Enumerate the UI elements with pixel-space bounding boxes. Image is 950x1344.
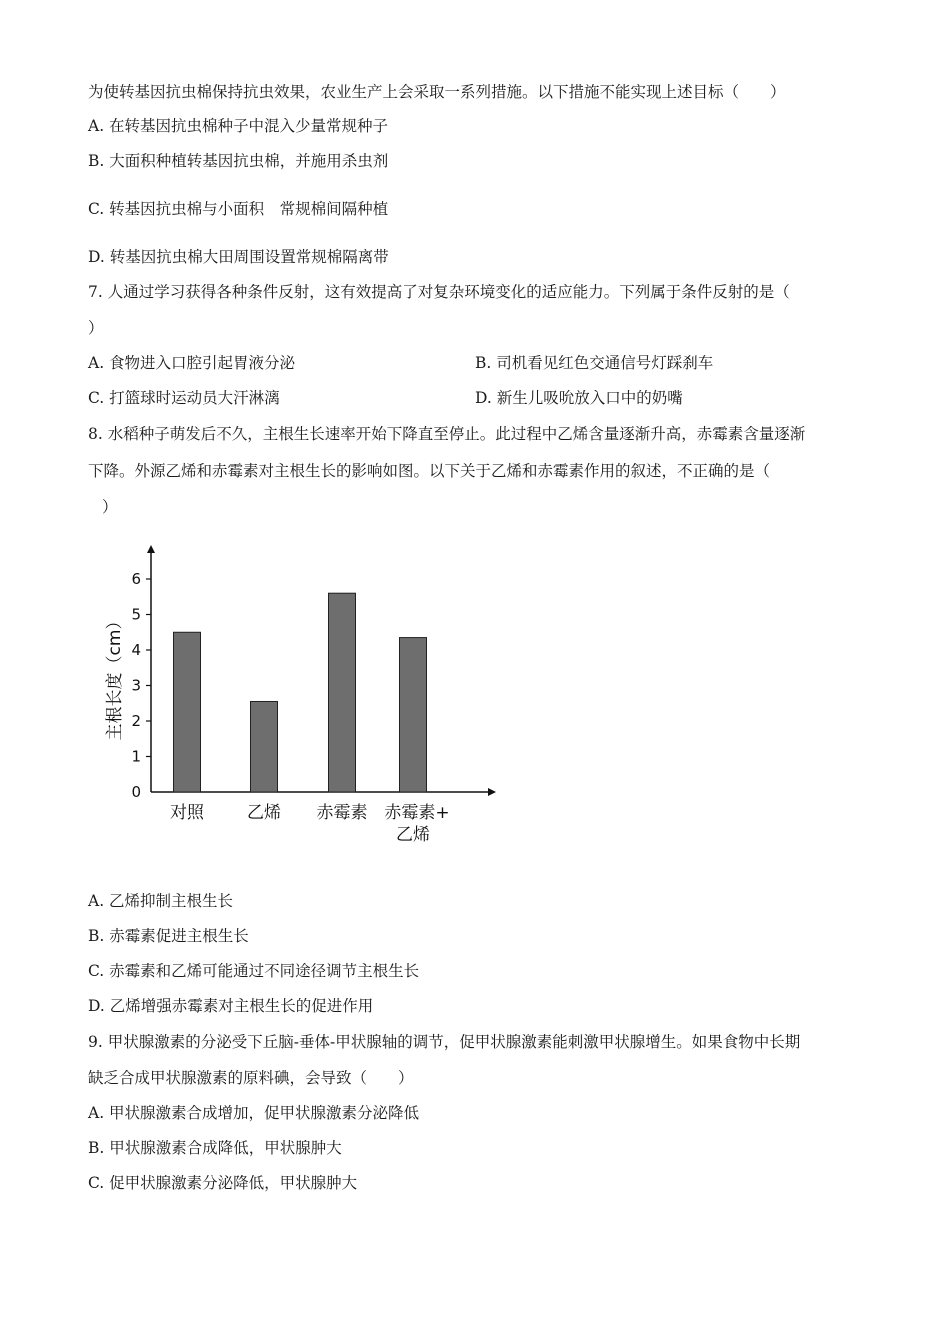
q7-stem-line2: ） [88,319,104,337]
q9-stem-line2: 缺乏合成甲状腺激素的原料碘，会导致（ ） [88,1069,414,1087]
q9-option-c[interactable]: C. 促甲状腺激素分泌降低，甲状腺肿大 [88,1174,358,1192]
q7-option-d[interactable]: D. 新生儿吸吮放入口中的奶嘴 [475,389,683,407]
q6-option-a[interactable]: A. 在转基因抗虫棉种子中混入少量常规种子 [88,117,389,135]
q7-stem-line1: 7. 人通过学习获得各种条件反射，这有效提高了对复杂环境变化的适应能力。下列属于条件反射的是（ [88,283,790,301]
q8-stem-line1: 8. 水稻种子萌发后不久，主根生长速率开始下降直至停止。此过程中乙烯含量逐渐升高，赤霉素含量逐渐 [88,425,806,443]
q9-stem-line1: 9. 甲状腺激素的分泌受下丘脑-垂体-甲状腺轴的调节，促甲状腺激素能刺激甲状腺增生。如果食物中长期 [88,1033,801,1051]
y-axis-label: 主根长度（cm） [105,612,125,741]
x-category-label: 赤霉素+ [384,803,450,823]
q9-option-b[interactable]: B. 甲状腺激素合成降低，甲状腺肿大 [88,1139,342,1157]
y-tick-label: 5 [131,605,141,624]
y-tick-label: 1 [131,747,141,766]
y-tick-label: 4 [131,641,141,659]
q7-option-a[interactable]: A. 食物进入口腔引起胃液分泌 [88,354,296,372]
q8-stem-line2: 下降。外源乙烯和赤霉素对主根生长的影响如图。以下关于乙烯和赤霉素作用的叙述，不正确的是（ [88,462,771,480]
x-category-label: 赤霉素 [316,803,368,823]
q8-option-b[interactable]: B. 赤霉素促进主根生长 [88,927,249,945]
q6-option-b[interactable]: B. 大面积种植转基因抗虫棉，并施用杀虫剂 [88,152,389,170]
q8-stem-line3: ） [102,498,118,516]
x-category-label: 对照 [170,803,204,823]
x-category-label: 乙烯 [396,825,430,845]
y-axis-arrow [147,545,155,553]
bar [329,593,356,792]
bar [400,638,427,792]
q8-option-d[interactable]: D. 乙烯增强赤霉素对主根生长的促进作用 [88,997,374,1015]
y-tick-label: 3 [131,676,141,695]
q9-option-a[interactable]: A. 甲状腺激素合成增加，促甲状腺激素分泌降低 [88,1104,420,1122]
q6-option-d[interactable]: D. 转基因抗虫棉大田周围设置常规棉隔离带 [88,248,389,266]
root-length-bar-chart [96,535,516,855]
q7-option-c[interactable]: C. 打篮球时运动员大汗淋漓 [88,389,280,407]
q8-option-a[interactable]: A. 乙烯抑制主根生长 [88,892,234,910]
x-category-label: 乙烯 [247,803,281,823]
y-tick-label: 0 [131,783,141,801]
x-axis-arrow [488,788,496,796]
q6-stem: 为使转基因抗虫棉保持抗虫效果，农业生产上会采取一系列措施。以下措施不能实现上述目标（ ） [88,83,786,101]
bar [251,701,278,792]
q7-option-b[interactable]: B. 司机看见红色交通信号灯踩刹车 [475,354,714,372]
y-tick-label: 6 [131,570,141,588]
y-tick-label: 2 [131,712,141,730]
bar [174,632,201,792]
q8-option-c[interactable]: C. 赤霉素和乙烯可能通过不同途径调节主根生长 [88,962,420,980]
q6-option-c[interactable]: C. 转基因抗虫棉与小面积 常规棉间隔种植 [88,200,389,218]
